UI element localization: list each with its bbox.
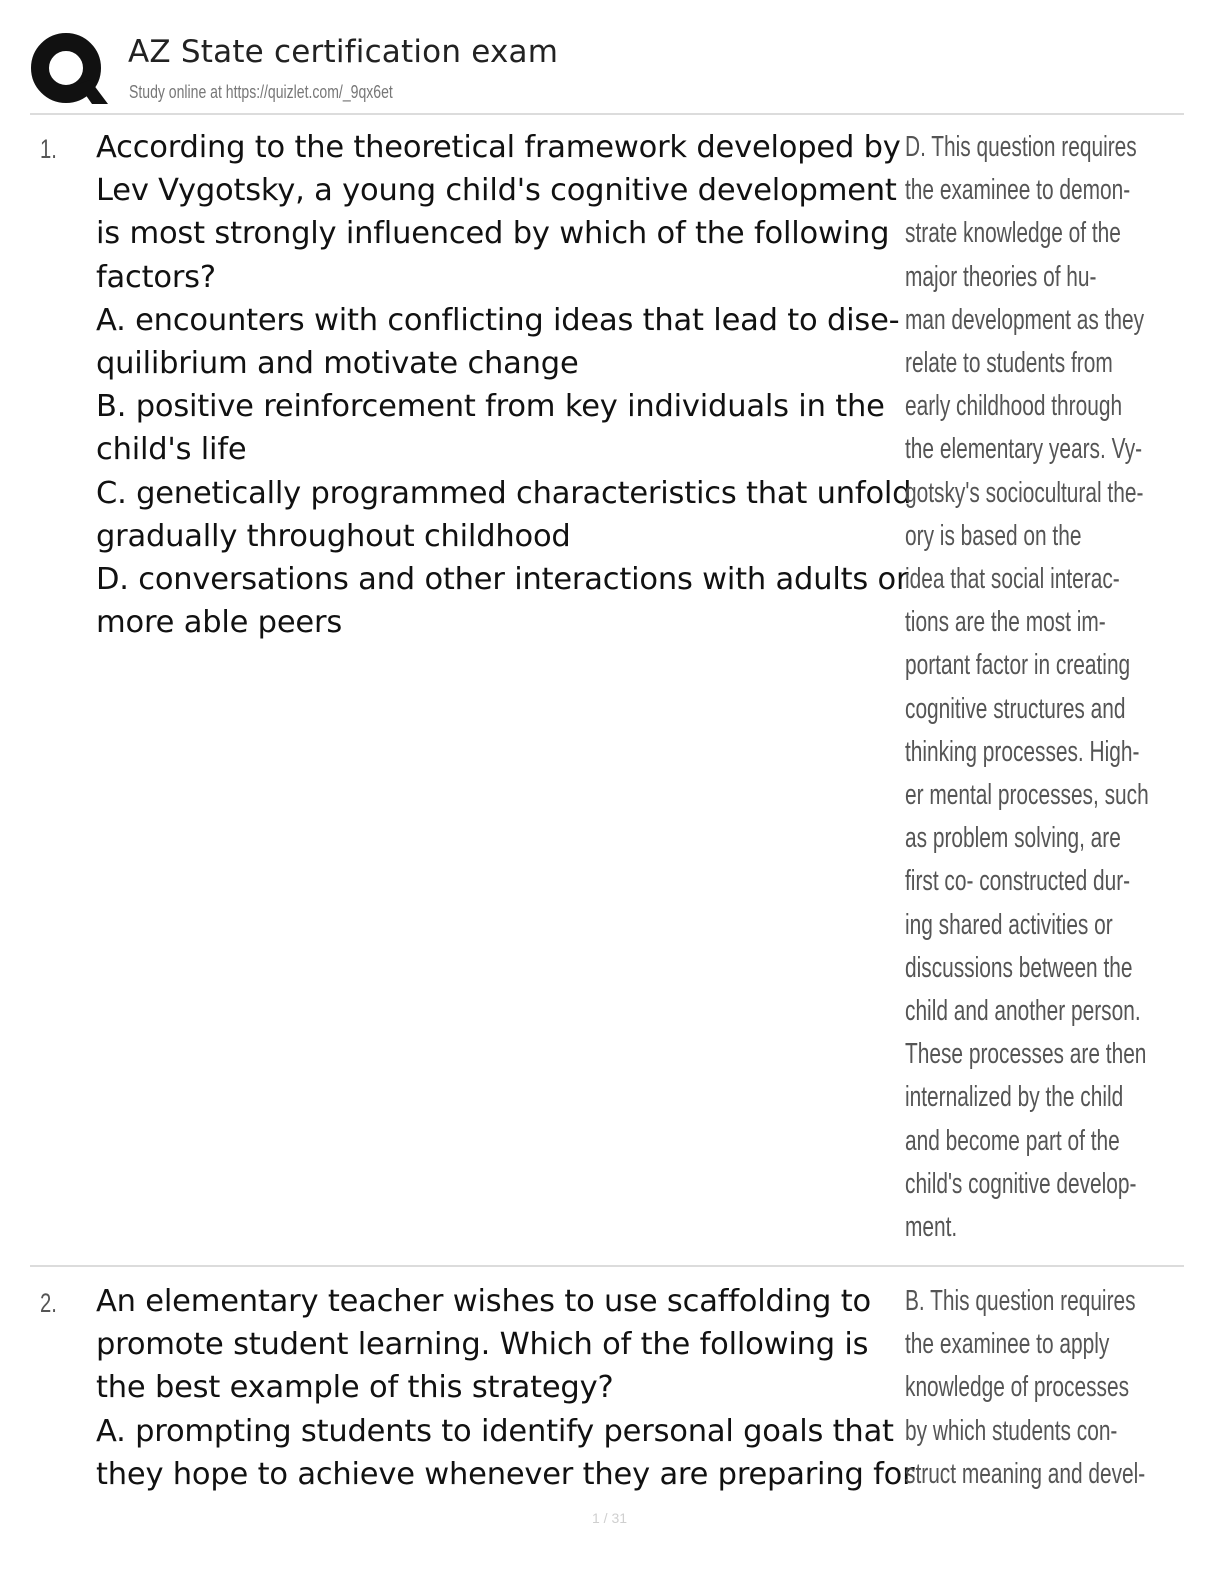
answer-line: D. This question requires bbox=[905, 131, 1137, 163]
card-question bbox=[96, 126, 912, 644]
answer-line: thinking processes. High- bbox=[905, 735, 1140, 768]
question-line: the best example of this strategy? bbox=[96, 1370, 614, 1406]
answer-line: early childhood through bbox=[905, 390, 1123, 423]
answer-line: child's cognitive develop- bbox=[905, 1167, 1137, 1200]
answer-line: These processes are then bbox=[905, 1038, 1147, 1071]
quizlet-logo-icon bbox=[30, 32, 108, 108]
card-question bbox=[96, 1280, 915, 1496]
card-divider bbox=[30, 1265, 1184, 1267]
card-answer bbox=[905, 126, 1205, 1249]
question-line: D. conversations and other interactions with adults or bbox=[96, 562, 909, 598]
answer-line: relate to students from bbox=[905, 347, 1113, 380]
question-line: According to the theoretical framework developed by bbox=[96, 130, 901, 165]
answer-line: the examinee to apply bbox=[905, 1328, 1110, 1361]
question-line: An elementary teacher wishes to use scaffolding to bbox=[96, 1284, 871, 1319]
study-online-link: Study online at https://quizlet.com/_9qx6et bbox=[129, 82, 393, 102]
question-line: is most strongly influenced by which of the following bbox=[96, 216, 890, 252]
question-line: they hope to achieve whenever they are preparing for bbox=[96, 1456, 915, 1492]
answer-line: cognitive structures and bbox=[905, 692, 1126, 725]
answer-line: knowledge of processes bbox=[905, 1371, 1130, 1404]
question-line: factors? bbox=[96, 259, 216, 295]
answer-line: major theories of hu- bbox=[905, 260, 1097, 293]
question-line: B. positive reinforcement from key individuals in the bbox=[96, 389, 885, 425]
answer-line: struct meaning and devel- bbox=[905, 1457, 1146, 1490]
answer-line: ory is based on the bbox=[905, 519, 1082, 552]
answer-line: and become part of the bbox=[905, 1124, 1120, 1157]
card-number: 1. bbox=[40, 134, 57, 164]
answer-line: er mental processes, such bbox=[905, 779, 1149, 812]
answer-line: man development as they bbox=[905, 303, 1145, 336]
answer-line: idea that social interac- bbox=[905, 563, 1120, 596]
question-line: A. encounters with conflicting ideas that lead to dise- bbox=[96, 302, 900, 338]
answer-line: the examinee to demon- bbox=[905, 174, 1131, 207]
answer-line: by which students con- bbox=[905, 1414, 1118, 1447]
answer-line: strate knowledge of the bbox=[905, 217, 1121, 250]
page-number: 1 / 31 bbox=[592, 1510, 628, 1526]
answer-line: first co- constructed dur- bbox=[905, 865, 1131, 898]
answer-line: as problem solving, are bbox=[905, 822, 1121, 855]
question-line: promote student learning. Which of the following is bbox=[96, 1327, 869, 1363]
question-line: quilibrium and motivate change bbox=[96, 346, 579, 382]
answer-line: B. This question requires bbox=[905, 1285, 1136, 1317]
card-answer bbox=[905, 1280, 1205, 1496]
question-line: more able peers bbox=[96, 605, 343, 641]
header-divider bbox=[30, 113, 1184, 115]
answer-line: child and another person. bbox=[905, 995, 1141, 1028]
answer-line: the elementary years. Vy- bbox=[905, 433, 1143, 466]
page-title: AZ State certification exam bbox=[128, 34, 559, 70]
answer-line: internalized by the child bbox=[905, 1081, 1124, 1114]
answer-line: gotsky's sociocultural the- bbox=[905, 476, 1144, 509]
answer-line: discussions between the bbox=[905, 951, 1133, 984]
answer-line: ment. bbox=[905, 1211, 958, 1244]
answer-line: ing shared activities or bbox=[905, 908, 1113, 941]
card-number: 2. bbox=[40, 1288, 57, 1318]
question-line: A. prompting students to identify personal goals that bbox=[96, 1413, 894, 1449]
question-line: C. genetically programmed characteristics that unfold bbox=[96, 475, 912, 511]
answer-line: portant factor in creating bbox=[905, 649, 1131, 682]
question-line: Lev Vygotsky, a young child's cognitive development bbox=[96, 173, 897, 209]
question-line: child's life bbox=[96, 432, 247, 468]
answer-line: tions are the most im- bbox=[905, 606, 1106, 639]
question-line: gradually throughout childhood bbox=[96, 518, 571, 554]
